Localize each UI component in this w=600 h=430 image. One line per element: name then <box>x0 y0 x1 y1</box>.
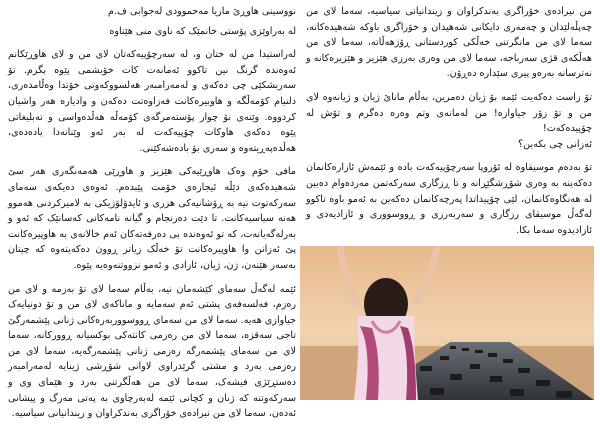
author-byline: نووسینی هاوڕێ ماریا مەحموودی لەجوابی ف.م <box>108 6 296 17</box>
left-paragraph-1: لەراستیدا من لە ختان و، لە سەرچۆپیەکەتان لای من و لای هاوڕێکانم ئەوەندە گرنگ نین تاکوو ئەمانەت کات خۆبشمی پێوە بگرم. تۆ سەربشکێی چی دەکەی و لەمەرامبەر هەلسووکەوتی خۆتدا وەڵامدەری، دلنیام کۆمەڵگە و هاوبیرەکانت فەزاوەتت دەکەن و وادیارە هەر واشیان کردووە. وێنەی نۆ چوار پۆستەمرگەی کۆمەڵە هەڵدەواسی و تەبلیغاتی پێوە دەکەی هاوکات چۆپیەکەت لە بەر ئەو وێنانەدا بادەدەی، هەڵدەپەڕیتەوە و سەری بۆ بادەشەکێنی. <box>8 49 296 154</box>
article-subhead: لە بەراوێزی پۆستی خانمێک کە ناوی منی هێناوە <box>109 25 296 37</box>
protest-photo <box>300 246 594 400</box>
right-paragraph-2: تۆ زاست دەکەیت ئێمە بۆ ژیان دەمرین، بەڵام ماناێ ژیان و ژیانەوە لای من و تۆ زۆر جیاوازە! من لەمانەی وتم وەرە دەگرم و تۆش لە چۆپیدەکەت! ئەزانی چی بکەین؟ <box>306 91 592 150</box>
left-paragraph-2: مافی خۆم وەک هاوڕێیەکی هێزیر و هاوڕێی هەمەنگەری هەر سێ شەهیدەکەی دێڵە ئیجازەی خۆمت پێبدەم. ئەوەی دەیکەی سەمای سەرکەتوت نیە بە ڕۆشانیەکی هزری و ئایدۆلۆژیکی بە لامیرکردنی هەموو هەنە سیاسیەکانت. تا دێت دەرنجام و گیانە نامەکانی کەسانێک کە ئەو و بەرلەگەیانەت، کە تو ئەوەندە بی دەرفەتەکان ئەم خالانەی بە هاوپیرەکانت پێ ئەزانن وا هاوپیرەکانت تۆ خەڵک زیاتر ڕوون دەکەیتەوە کە چیتان بەسەر هێنەن، ژن، ژیان، ئازادی و ئەمو نزووتنەوەیە پێوە. <box>8 166 296 271</box>
right-paragraph-1: من نیرادەی خۆراگری بەندکراوان و زیندانیانی سیاسیە، سەما لای من چەپڵەلێدان و چەمەری دایکانی شەهیدان و خۆراگری باوکە شەهیدەکانە، سەما لای من مانگرتنی خەڵکی کوردستانی ڕۆژهەڵاتە، سەما لای من هەڵکەی قژی سەرباجە، سەما لای من وەری بەرزی هێزیر و هێزیرەکانە و نەترسانە بەرەو پیری سێدارە دەڕۆن. <box>306 6 592 80</box>
left-paragraph-3: ئێمە لەگەڵ سەمای کێشەمان نیە، بەڵام سەما لای تۆ بەزمە و لای من رەزم، فەلسەفەی پشتی ئەم سەمایە و ماناکەی لای من و تۆ دونیایەک جیاوازی هەیە. سەما لای من سەمای ڕووسووربەرەکانی ژنانی پێشمەرگێ تاجی سەقزە، سەما لای من رەزمی کانتەکی بوکسیانە ڕوورکانە، سەما لای من سەمای پێشمەرگە رەزمی ژنانی پێشمەرگەیە، سەما لای من رەزمی بەرد و مشتی گرێدراوی لاوانی شۆڕشی ژینایە لەمەرامبەر دەستڕێژی فیشەک، سەما لای من هەڵگرتنی بەرد و هێمای وی و سەرکەوتنە کە ژنان و کچانی ئێمە لەبەرچاوی بە پەتی مەرگ و پیشانی ئەدەن، سەما لای من نیرادەی خۆراگری بەندکراوان و زیندانیانی سیاسیە. <box>8 283 296 420</box>
left-column <box>8 4 296 430</box>
right-paragraph-3: تۆ بەدەم موسیقاوە لە ئۆروپا سەرچۆپیەکەت بادە و ئێمەش ئازارەکانمان دەکەینە بە وەری شۆڕشگێڕانە و تا ڕزگاری سەرکەتمن مەردەوام دەبین لە هەنگاوەکانمان، لێی چۆپیداتدا پەرچەکانمان دەکەین بە ئەمو باوە تاکوو لەگەڵ موسیقای رزگاری و سەربەرزی و ڕووسووری و ئازادیەدی و ئازادیدوە سەما بکا. <box>306 162 592 236</box>
right-column <box>306 4 592 246</box>
